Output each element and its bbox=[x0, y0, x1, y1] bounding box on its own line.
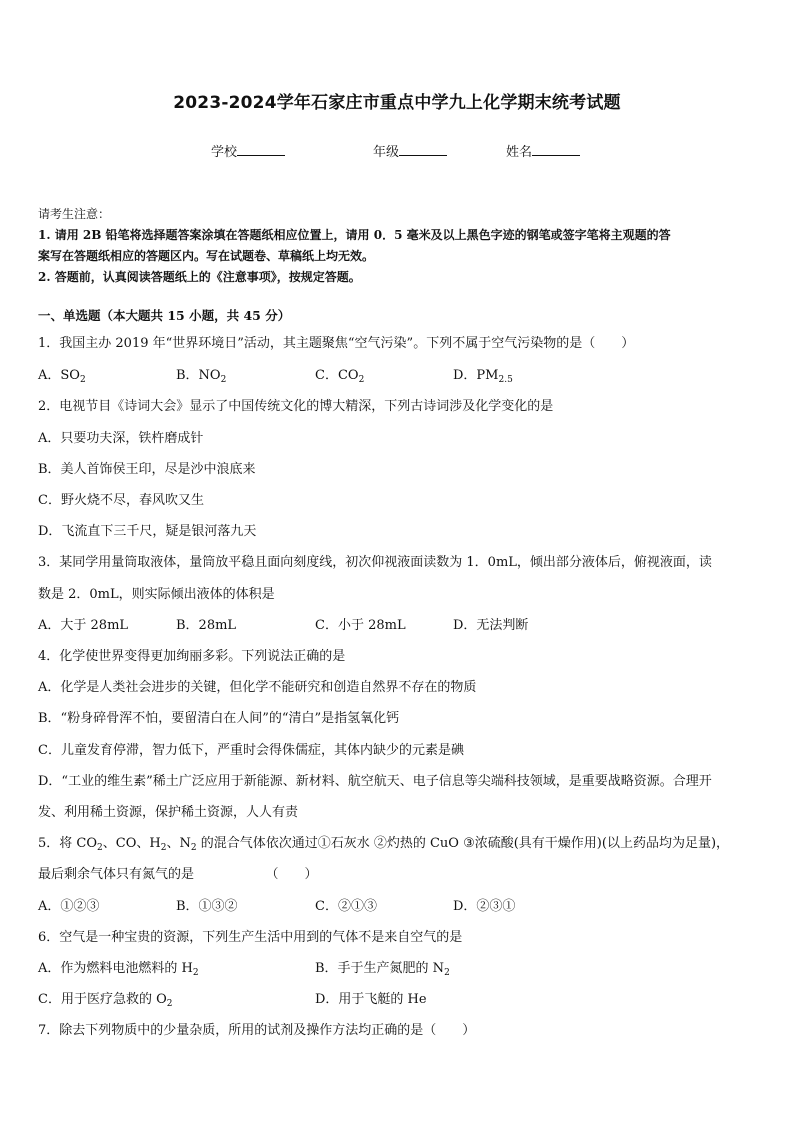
q6-a-text: A．作为燃料电池燃料的 H bbox=[38, 961, 193, 976]
q1-d-sub: 2.5 bbox=[498, 375, 513, 385]
q2-option-d[interactable]: D．飞流直下三千尺，疑是银河落九天 bbox=[38, 524, 257, 539]
q5-stem-line2: 最后剩余气体只有氮气的是 （ ） bbox=[38, 867, 318, 882]
grade-blank[interactable] bbox=[399, 143, 447, 156]
q6-b-text: B．手于生产氮肥的 N bbox=[315, 961, 445, 976]
q5-part4: 的混合气体依次通过①石灰水 ②灼热的 CuO ③浓硫酸(具有干燥作用)(以上药品均为足量)， bbox=[196, 836, 730, 851]
q1-a-text: A．SO bbox=[38, 368, 80, 383]
q4-stem: 4．化学使世界变得更加绚丽多彩。下列说法正确的是 bbox=[38, 649, 346, 664]
notice-block bbox=[38, 204, 758, 288]
q1-option-d[interactable] bbox=[453, 364, 513, 385]
q1-option-b[interactable] bbox=[176, 364, 226, 385]
school-label: 学校 bbox=[211, 145, 238, 160]
q5-option-d[interactable]: D．②③① bbox=[453, 899, 516, 914]
q1-b-text: B．NO bbox=[176, 368, 221, 383]
q1-option-a[interactable] bbox=[38, 364, 86, 385]
q6-b-sub: 2 bbox=[444, 968, 450, 978]
notice-item-1a: 1. 请用 2B 铅笔将选择题答案涂填在答题纸相应位置上，请用 0．5 毫米及以上黑色字迹的钢笔或签字笔将主观题的答 bbox=[38, 228, 671, 242]
q7-stem: 7．除去下列物质中的少量杂质，所用的试剂及操作方法均正确的是（ ） bbox=[38, 1023, 476, 1038]
q5-sub2: 2 bbox=[160, 843, 167, 853]
q5-part3: 、N bbox=[166, 836, 191, 851]
q4-option-b[interactable]: B．“粉身碎骨浑不怕，要留清白在人间”的“清白”是指氢氧化钙 bbox=[38, 711, 400, 726]
name-blank[interactable] bbox=[532, 143, 580, 156]
q5-option-c[interactable]: C．②①③ bbox=[315, 899, 377, 914]
notice-heading: 请考生注意： bbox=[38, 207, 111, 221]
q4-option-d-line2[interactable]: 发、利用稀土资源，保护稀土资源，人人有责 bbox=[38, 805, 299, 820]
q2-stem: 2．电视节目《诗词大会》显示了中国传统文化的博大精深，下列古诗词涉及化学变化的是 bbox=[38, 399, 554, 414]
grade-label: 年级 bbox=[373, 145, 400, 160]
name-field[interactable] bbox=[506, 141, 580, 160]
q2-option-c[interactable]: C．野火烧不尽，春风吹又生 bbox=[38, 493, 204, 508]
q6-option-b[interactable] bbox=[315, 957, 450, 978]
q5-stem-line1 bbox=[38, 832, 729, 853]
q6-option-c[interactable] bbox=[38, 988, 172, 1009]
q2-option-b[interactable]: B．美人首饰侯王印，尽是沙中浪底来 bbox=[38, 462, 256, 477]
q5-part1: 5．将 CO bbox=[38, 836, 98, 851]
q3-option-d[interactable]: D．无法判断 bbox=[453, 618, 529, 633]
q5-option-b[interactable]: B．①③② bbox=[176, 899, 238, 914]
school-blank[interactable] bbox=[237, 143, 285, 156]
q6-a-sub: 2 bbox=[192, 968, 199, 978]
q3-stem-line1: 3．某同学用量筒取液体，量筒放平稳且面向刻度线，初次仰视液面读数为 1．0mL，倾出部分液体后，俯视液面，读 bbox=[38, 555, 712, 570]
q1-option-c[interactable] bbox=[315, 364, 364, 385]
q1-stem: 1．我国主办 2019 年“世界环境日”活动，其主题聚焦“空气污染”。下列不属于空气污染物的是（ ） bbox=[38, 336, 635, 351]
notice-item-2: 2. 答题前，认真阅读答题纸上的《注意事项》，按规定答题。 bbox=[38, 270, 361, 284]
q3-option-a[interactable]: A．大于 28mL bbox=[38, 618, 129, 633]
q4-option-d-line1[interactable]: D．“工业的维生素”稀土广泛应用于新能源、新材料、航空航天、电子信息等尖端科技领域，是重要战略资源。合理开 bbox=[38, 774, 712, 789]
q6-c-text: C．用于医疗急救的 O bbox=[38, 992, 167, 1007]
q3-option-b[interactable]: B．28mL bbox=[176, 618, 237, 633]
q6-stem: 6．空气是一种宝贵的资源，下列生产生活中用到的气体不是来自空气的是 bbox=[38, 930, 463, 945]
q4-option-a[interactable]: A．化学是人类社会进步的关键，但化学不能研究和创造自然界不存在的物质 bbox=[38, 680, 477, 695]
section-heading: 一、单选题（本大题共 15 小题，共 45 分） bbox=[38, 308, 291, 323]
q1-d-text: D．PM bbox=[453, 368, 499, 383]
q1-a-sub: 2 bbox=[79, 375, 86, 385]
q5-option-a[interactable]: A．①②③ bbox=[38, 899, 100, 914]
q5-sub1: 2 bbox=[97, 843, 103, 853]
q2-option-a[interactable]: A．只要功夫深，铁杵磨成针 bbox=[38, 431, 204, 446]
q1-c-sub: 2 bbox=[358, 375, 365, 385]
q3-stem-line2: 数是 2．0mL，则实际倾出液体的体积是 bbox=[38, 587, 275, 602]
q1-b-sub: 2 bbox=[220, 375, 227, 385]
grade-field[interactable] bbox=[373, 141, 447, 160]
q6-c-sub: 2 bbox=[166, 999, 173, 1009]
page-title: 2023-2024学年石家庄市重点中学九上化学期末统考试题 bbox=[173, 93, 621, 113]
school-field[interactable] bbox=[211, 141, 285, 160]
q4-option-c[interactable]: C．儿童发育停滞，智力低下，严重时会得侏儒症，其体内缺少的元素是碘 bbox=[38, 743, 464, 758]
q3-option-c[interactable]: C．小于 28mL bbox=[315, 618, 406, 633]
q6-option-a[interactable] bbox=[38, 957, 199, 978]
notice-item-1b: 案写在答题纸相应的答题区内。写在试题卷、草稿纸上均无效。 bbox=[38, 249, 375, 263]
q5-part2: 、CO、H bbox=[102, 836, 161, 851]
name-label: 姓名 bbox=[506, 145, 533, 160]
q5-sub3: 2 bbox=[190, 843, 197, 853]
q1-c-text: C．CO bbox=[315, 368, 359, 383]
q6-option-d[interactable]: D．用于飞艇的 He bbox=[315, 992, 427, 1007]
